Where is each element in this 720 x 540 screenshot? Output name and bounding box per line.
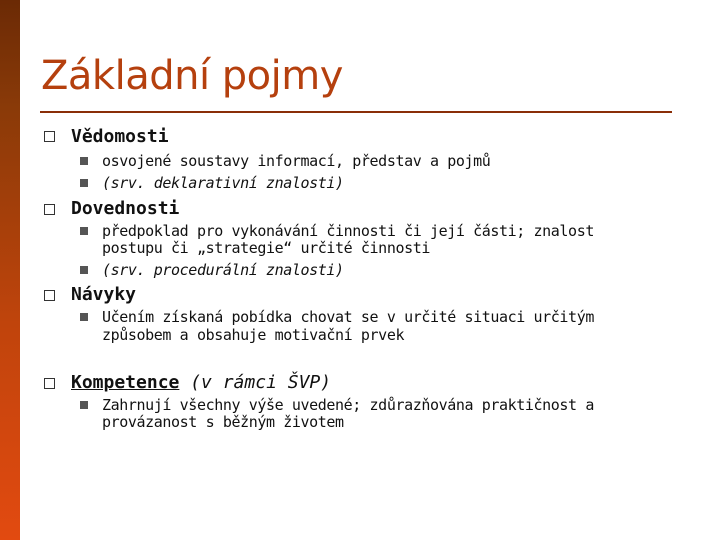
- list-item: předpoklad pro vykonávání činnosti či její části; znalost: [102, 222, 594, 240]
- heading-dovednosti: Dovednosti: [71, 198, 180, 219]
- left-accent-bar: [0, 0, 20, 540]
- list-item: Zahrnují všechny výše uvedené; zdůrazňována praktičnost a: [102, 396, 594, 414]
- list-item-continuation: způsobem a obsahuje motivační prvek: [102, 326, 405, 344]
- filled-square-bullet-icon: [80, 157, 88, 165]
- list-item: (srv. procedurální znalosti): [102, 261, 344, 279]
- filled-square-bullet-icon: [80, 266, 88, 274]
- filled-square-bullet-icon: [80, 401, 88, 409]
- heading-navyky: Návyky: [71, 284, 137, 305]
- list-item-continuation: postupu či „strategie“ určité činnosti: [102, 239, 430, 257]
- list-item-continuation: provázanost s běžným životem: [102, 413, 344, 431]
- filled-square-bullet-icon: [80, 179, 88, 187]
- square-bullet-icon: [44, 290, 55, 301]
- heading-note: (v rámci ŠVP): [179, 372, 332, 393]
- list-item: osvojené soustavy informací, představ a pojmů: [102, 152, 491, 170]
- slide-title: Základní pojmy: [41, 53, 343, 99]
- heading-kompetence-line: [71, 373, 331, 393]
- list-item: (srv. deklarativní znalosti): [102, 174, 344, 192]
- heading-kompetence: Kompetence: [71, 372, 180, 393]
- square-bullet-icon: [44, 378, 55, 389]
- heading-vedomosti: Vědomosti: [71, 126, 169, 147]
- square-bullet-icon: [44, 204, 55, 215]
- filled-square-bullet-icon: [80, 227, 88, 235]
- title-underline: [40, 111, 672, 113]
- list-item: Učením získaná pobídka chovat se v určité situaci určitým: [102, 308, 594, 326]
- square-bullet-icon: [44, 131, 55, 142]
- filled-square-bullet-icon: [80, 313, 88, 321]
